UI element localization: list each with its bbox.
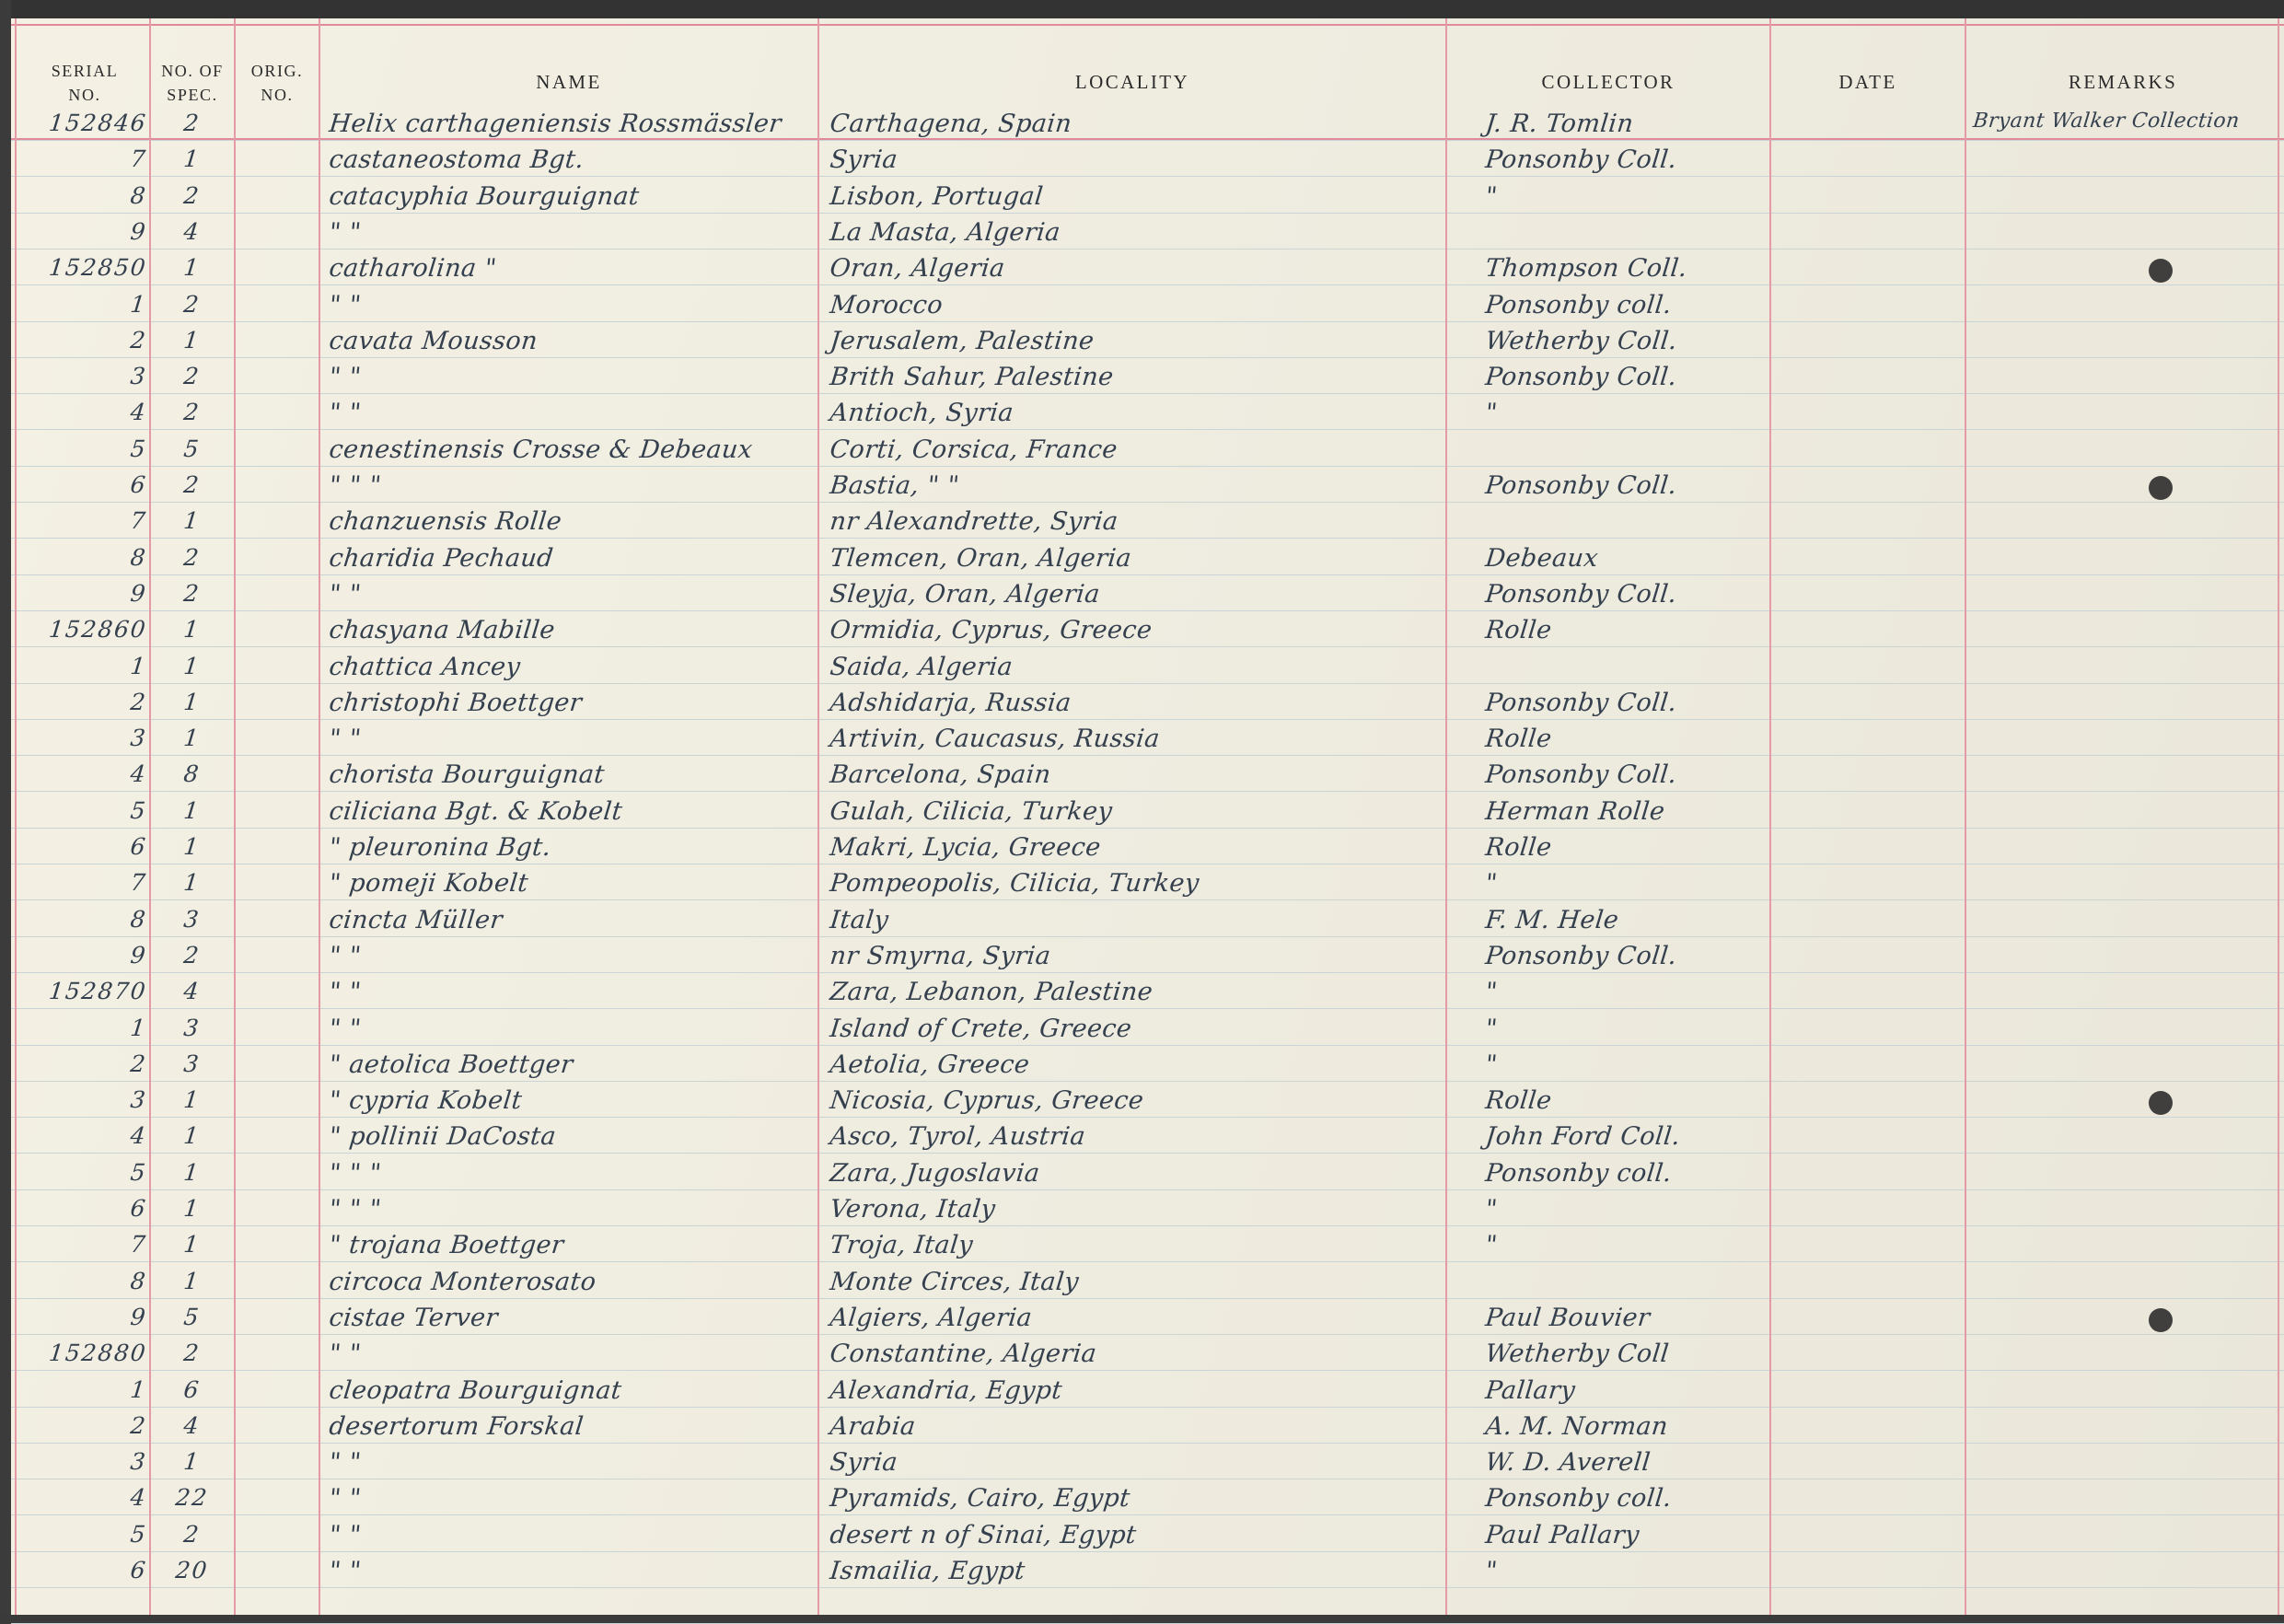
cell-serial: 6 xyxy=(129,833,149,860)
cell-serial: 9 xyxy=(129,217,149,245)
cell-spec: 1 xyxy=(182,507,202,535)
cell-name: castaneostoma Bgt. xyxy=(328,145,585,175)
cell-spec: 1 xyxy=(182,616,202,644)
cell-locality: Monte Circes, Italy xyxy=(829,1267,1081,1296)
cell-serial: 9 xyxy=(129,579,149,607)
cell-collector: Wetherby Coll xyxy=(1484,1340,1671,1369)
cell-spec: 2 xyxy=(182,471,202,498)
cell-spec: 3 xyxy=(182,1014,202,1041)
column-header-spec xyxy=(151,59,234,107)
cell-serial: 3 xyxy=(129,1086,149,1114)
rule-line xyxy=(11,140,2284,141)
column-line xyxy=(319,18,320,1615)
cell-serial: 2 xyxy=(129,1411,149,1439)
cell-serial: 3 xyxy=(129,1448,149,1476)
cell-name: " " " xyxy=(328,471,383,500)
cell-serial: 1 xyxy=(129,1014,149,1041)
column-line xyxy=(149,18,151,1615)
cell-locality: Ormidia, Cyprus, Greece xyxy=(829,616,1154,645)
cell-serial: 6 xyxy=(129,471,149,498)
remarks-dot-marker xyxy=(2149,259,2173,283)
cell-spec: 2 xyxy=(182,1340,202,1367)
ledger-table xyxy=(11,18,2284,1615)
cell-name: " " xyxy=(328,1340,363,1369)
cell-spec: 4 xyxy=(182,1411,202,1439)
cell-name: " " xyxy=(328,1520,363,1549)
cell-locality: Arabia xyxy=(829,1411,918,1441)
cell-spec: 1 xyxy=(182,833,202,860)
cell-collector: " xyxy=(1484,1050,1500,1079)
rule-line xyxy=(11,755,2284,756)
cell-name: " " xyxy=(328,1557,363,1585)
cell-name: " " xyxy=(328,1484,363,1514)
cell-locality: nr Alexandrette, Syria xyxy=(829,507,1120,537)
column-header-remarks: REMARKS xyxy=(2068,71,2178,93)
cell-serial: 8 xyxy=(129,543,149,571)
cell-spec: 1 xyxy=(182,145,202,173)
column-header-collector: COLLECTOR xyxy=(1541,71,1675,93)
cell-serial: 3 xyxy=(129,363,149,390)
column-header-orig-line1: ORIG. xyxy=(250,62,304,80)
cell-name: " " xyxy=(328,217,363,247)
cell-collector: Ponsonby Coll. xyxy=(1484,688,1678,717)
cell-spec: 8 xyxy=(182,760,202,788)
cell-spec: 4 xyxy=(182,217,202,245)
cell-locality: Tlemcen, Oran, Algeria xyxy=(829,543,1133,573)
cell-spec: 2 xyxy=(182,181,202,209)
cell-collector: Ponsonby Coll. xyxy=(1484,471,1678,500)
cell-locality: Makri, Lycia, Greece xyxy=(829,833,1103,862)
rule-line xyxy=(11,828,2284,829)
cell-collector: Rolle xyxy=(1484,1086,1554,1116)
cell-serial: 1 xyxy=(129,290,149,318)
cell-locality: Jerusalem, Palestine xyxy=(829,326,1096,355)
rule-line xyxy=(11,1298,2284,1299)
cell-name: " " " xyxy=(328,1158,383,1188)
cell-spec: 2 xyxy=(182,363,202,390)
column-header-spec-line1: NO. OF xyxy=(161,62,224,80)
cell-collector: Ponsonby Coll. xyxy=(1484,363,1678,392)
rule-line xyxy=(11,176,2284,177)
cell-locality: nr Smyrna, Syria xyxy=(829,941,1052,970)
rule-line xyxy=(11,1407,2284,1408)
cell-serial: 2 xyxy=(129,688,149,715)
cell-spec: 2 xyxy=(182,399,202,426)
column-line xyxy=(234,18,236,1615)
rule-line xyxy=(11,1117,2284,1118)
cell-locality: Algiers, Algeria xyxy=(829,1303,1034,1332)
cell-name: " " xyxy=(328,363,363,392)
rule-line xyxy=(11,683,2284,684)
cell-name: cenestinensis Crosse & Debeaux xyxy=(328,435,755,464)
cell-name: Helix carthageniensis Rossmässler xyxy=(328,110,783,138)
cell-collector: " xyxy=(1484,1014,1500,1043)
rule-line xyxy=(11,1261,2284,1262)
cell-locality: La Masta, Algeria xyxy=(829,217,1062,247)
rule-line xyxy=(11,574,2284,575)
column-header-date: DATE xyxy=(1838,71,1897,93)
cell-spec: 1 xyxy=(182,1231,202,1259)
cell-spec: 3 xyxy=(182,1050,202,1077)
cell-collector: A. M. Norman xyxy=(1484,1411,1670,1441)
rule-line xyxy=(11,1514,2284,1515)
cell-collector: Rolle xyxy=(1484,725,1554,754)
cell-locality: Asco, Tyrol, Austria xyxy=(829,1122,1087,1152)
cell-collector: W. D. Averell xyxy=(1484,1448,1652,1478)
cell-collector: Paul Bouvier xyxy=(1484,1303,1652,1332)
cell-spec: 4 xyxy=(182,978,202,1005)
cell-collector: Rolle xyxy=(1484,616,1554,645)
cell-locality: Adshidarja, Russia xyxy=(829,688,1073,717)
column-line xyxy=(15,18,17,1615)
cell-name: " " xyxy=(328,941,363,970)
remarks-dot-marker xyxy=(2149,1091,2173,1115)
column-header-serial-line2: NO. xyxy=(68,86,101,104)
rule-line xyxy=(11,502,2284,503)
rule-line xyxy=(11,899,2284,900)
rule-line xyxy=(11,1153,2284,1154)
cell-serial: 5 xyxy=(129,435,149,462)
cell-locality: Saida, Algeria xyxy=(829,652,1014,681)
column-line xyxy=(1965,18,1966,1615)
column-header-spec-line2: SPEC. xyxy=(167,86,218,104)
cell-name: " " " xyxy=(328,1195,383,1224)
cell-serial: 7 xyxy=(129,145,149,173)
cell-collector: F. M. Hele xyxy=(1484,905,1620,934)
cell-collector: " xyxy=(1484,869,1500,899)
cell-locality: Antioch, Syria xyxy=(829,399,1015,428)
cell-collector: Rolle xyxy=(1484,833,1554,862)
rule-line xyxy=(11,1551,2284,1552)
cell-locality: Verona, Italy xyxy=(829,1195,997,1224)
cell-name: catacyphia Bourguignat xyxy=(328,181,641,211)
cell-serial: 3 xyxy=(129,725,149,752)
rule-line xyxy=(11,719,2284,720)
cell-serial: 8 xyxy=(129,905,149,933)
cell-spec: 1 xyxy=(182,1267,202,1294)
cell-collector: J. R. Tomlin xyxy=(1484,110,1635,138)
cell-spec: 5 xyxy=(182,1303,202,1330)
cell-collector: " xyxy=(1484,1195,1500,1224)
cell-serial: 152860 xyxy=(47,616,149,644)
cell-serial: 4 xyxy=(129,1122,149,1150)
cell-locality: Alexandria, Egypt xyxy=(829,1375,1064,1405)
cell-locality: Pyramids, Cairo, Egypt xyxy=(829,1484,1132,1514)
cell-collector: Ponsonby coll. xyxy=(1484,1158,1674,1188)
cell-name: " aetolica Boettger xyxy=(328,1050,575,1079)
cell-name: chanzuensis Rolle xyxy=(328,507,563,537)
cell-collector: " xyxy=(1484,181,1500,211)
cell-serial: 2 xyxy=(129,1050,149,1077)
rule-line xyxy=(11,284,2284,285)
cell-name: catharolina " xyxy=(328,254,498,284)
cell-collector: Ponsonby Coll. xyxy=(1484,579,1678,609)
cell-spec: 1 xyxy=(182,796,202,824)
cell-serial: 6 xyxy=(129,1557,149,1583)
cell-name: " pollinii DaCosta xyxy=(328,1122,558,1152)
cell-locality: Pompeopolis, Cilicia, Turkey xyxy=(829,869,1201,899)
cell-name: circoca Monterosato xyxy=(328,1267,598,1296)
cell-locality: Oran, Algeria xyxy=(829,254,1007,284)
cell-serial: 7 xyxy=(129,507,149,535)
column-line xyxy=(1769,18,1771,1615)
cell-serial: 1 xyxy=(129,652,149,679)
cell-serial: 5 xyxy=(129,796,149,824)
cell-spec: 6 xyxy=(182,1375,202,1403)
cell-serial: 7 xyxy=(129,869,149,897)
cell-name: charidia Pechaud xyxy=(328,543,555,573)
cell-serial: 2 xyxy=(129,326,149,354)
cell-spec: 1 xyxy=(182,1086,202,1114)
cell-collector: Ponsonby coll. xyxy=(1484,290,1674,319)
cell-spec: 1 xyxy=(182,254,202,282)
cell-collector: Ponsonby Coll. xyxy=(1484,760,1678,790)
cell-name: cistae Terver xyxy=(328,1303,500,1332)
rule-line xyxy=(11,1443,2284,1444)
scan-edge-left xyxy=(0,0,11,1615)
cell-name: " pleuronina Bgt. xyxy=(328,833,553,862)
cell-name: " " xyxy=(328,725,363,754)
cell-collector: " xyxy=(1484,978,1500,1007)
cell-name: " " xyxy=(328,399,363,428)
cell-spec: 22 xyxy=(174,1484,210,1512)
column-line xyxy=(817,18,819,1615)
cell-locality: Carthagena, Spain xyxy=(829,110,1073,138)
cell-locality: Morocco xyxy=(829,290,945,319)
rule-line xyxy=(11,466,2284,467)
column-header-orig xyxy=(236,59,319,107)
rule-line xyxy=(11,357,2284,358)
rule-line xyxy=(11,321,2284,322)
cell-locality: Constantine, Algeria xyxy=(829,1340,1098,1369)
cell-spec: 2 xyxy=(182,941,202,969)
cell-spec: 2 xyxy=(182,579,202,607)
cell-name: chorista Bourguignat xyxy=(328,760,607,790)
cell-collector: Ponsonby Coll. xyxy=(1484,941,1678,970)
cell-locality: Artivin, Caucasus, Russia xyxy=(829,725,1162,754)
cell-name: cleopatra Bourguignat xyxy=(328,1375,623,1405)
rule-line xyxy=(11,1370,2284,1371)
cell-collector: Wetherby Coll. xyxy=(1484,326,1679,355)
cell-collector: " xyxy=(1484,399,1500,428)
rule-line xyxy=(11,646,2284,647)
cell-serial: 9 xyxy=(129,941,149,969)
cell-locality: Gulah, Cilicia, Turkey xyxy=(829,796,1114,826)
rule-line xyxy=(11,538,2284,539)
cell-serial: 4 xyxy=(129,760,149,788)
cell-name: ciliciana Bgt. & Kobelt xyxy=(328,796,624,826)
cell-name: " " xyxy=(328,1448,363,1478)
cell-remarks: Bryant Walker Collection xyxy=(1972,110,2241,133)
cell-serial: 8 xyxy=(129,181,149,209)
cell-serial: 1 xyxy=(129,1375,149,1403)
cell-collector: Paul Pallary xyxy=(1484,1520,1641,1549)
rule-line xyxy=(11,393,2284,394)
cell-spec: 2 xyxy=(182,543,202,571)
cell-locality: Nicosia, Cyprus, Greece xyxy=(829,1086,1145,1116)
rule-line xyxy=(11,972,2284,973)
cell-locality: Aetolia, Greece xyxy=(829,1050,1031,1079)
cell-spec: 1 xyxy=(182,688,202,715)
cell-spec: 1 xyxy=(182,1122,202,1150)
rule-line xyxy=(11,1334,2284,1335)
cell-serial: 4 xyxy=(129,399,149,426)
cell-name: desertorum Forskal xyxy=(328,1411,585,1441)
rule-line xyxy=(11,610,2284,611)
scan-edge-top xyxy=(0,0,2284,18)
cell-locality: Troja, Italy xyxy=(829,1231,975,1260)
cell-name: chasyana Mabille xyxy=(328,616,557,645)
cell-spec: 3 xyxy=(182,905,202,933)
column-line xyxy=(1445,18,1447,1615)
cell-collector: " xyxy=(1484,1231,1500,1260)
rule-line xyxy=(11,1008,2284,1009)
rule-line xyxy=(11,1587,2284,1588)
cell-name: chattica Ancey xyxy=(328,652,522,681)
cell-serial: 6 xyxy=(129,1195,149,1222)
cell-serial: 4 xyxy=(129,1484,149,1512)
cell-locality: Syria xyxy=(829,1448,899,1478)
cell-spec: 1 xyxy=(182,652,202,679)
cell-serial: 152880 xyxy=(47,1340,149,1367)
cell-serial: 152850 xyxy=(47,254,149,282)
cell-name: " cypria Kobelt xyxy=(328,1086,524,1116)
cell-name: christophi Boettger xyxy=(328,688,584,717)
cell-locality: Zara, Lebanon, Palestine xyxy=(829,978,1154,1007)
rule-line xyxy=(11,1189,2284,1190)
cell-serial: 7 xyxy=(129,1231,149,1259)
column-header-name: NAME xyxy=(536,71,602,93)
cell-spec: 1 xyxy=(182,1448,202,1476)
cell-serial: 152870 xyxy=(47,978,149,1005)
cell-collector: Ponsonby coll. xyxy=(1484,1484,1674,1514)
cell-spec: 1 xyxy=(182,1158,202,1186)
rule-line xyxy=(11,936,2284,937)
cell-locality: Sleyja, Oran, Algeria xyxy=(829,579,1102,609)
cell-spec: 1 xyxy=(182,326,202,354)
cell-collector: John Ford Coll. xyxy=(1484,1122,1682,1152)
cell-locality: Barcelona, Spain xyxy=(829,760,1053,790)
cell-serial: 5 xyxy=(129,1158,149,1186)
column-header-locality: LOCALITY xyxy=(1074,71,1190,93)
cell-locality: Syria xyxy=(829,145,899,175)
cell-spec: 2 xyxy=(182,110,202,136)
column-header-serial xyxy=(20,59,149,107)
cell-locality: Island of Crete, Greece xyxy=(829,1014,1133,1043)
cell-name: cavata Mousson xyxy=(328,326,539,355)
cell-spec: 5 xyxy=(182,435,202,462)
cell-collector: Pallary xyxy=(1484,1375,1577,1405)
rule-line xyxy=(11,791,2284,792)
cell-locality: Zara, Jugoslavia xyxy=(829,1158,1042,1188)
cell-serial: 9 xyxy=(129,1303,149,1330)
rule-line xyxy=(11,429,2284,430)
cell-locality: Corti, Corsica, France xyxy=(829,435,1119,464)
cell-collector: Herman Rolle xyxy=(1484,796,1667,826)
cell-name: " " xyxy=(328,1014,363,1043)
column-header-orig-line2: NO. xyxy=(261,86,294,104)
column-header-serial-line1: SERIAL xyxy=(51,62,119,80)
remarks-dot-marker xyxy=(2149,476,2173,500)
cell-locality: desert n of Sinai, Egypt xyxy=(829,1520,1138,1549)
cell-locality: Bastia, " " xyxy=(829,471,961,500)
cell-serial: 5 xyxy=(129,1520,149,1548)
rule-line xyxy=(11,1045,2284,1046)
cell-locality: Lisbon, Portugal xyxy=(829,181,1045,211)
cell-name: " " xyxy=(328,579,363,609)
cell-collector: Ponsonby Coll. xyxy=(1484,145,1678,175)
cell-locality: Italy xyxy=(829,905,890,934)
cell-serial: 152846 xyxy=(47,110,149,136)
cell-locality: Ismailia, Egypt xyxy=(829,1557,1027,1585)
cell-name: cincta Müller xyxy=(328,905,504,934)
rule-line xyxy=(11,1225,2284,1226)
cell-collector: Thompson Coll. xyxy=(1484,254,1689,284)
cell-name: " " xyxy=(328,978,363,1007)
cell-spec: 20 xyxy=(174,1557,210,1583)
remarks-dot-marker xyxy=(2149,1308,2173,1332)
cell-name: " trojana Boettger xyxy=(328,1231,565,1260)
cell-spec: 1 xyxy=(182,869,202,897)
column-line xyxy=(2278,18,2279,1615)
rule-line xyxy=(11,1081,2284,1082)
cell-collector: Debeaux xyxy=(1484,543,1600,573)
rule-line xyxy=(11,213,2284,214)
cell-collector: " xyxy=(1484,1557,1500,1585)
cell-spec: 2 xyxy=(182,1520,202,1548)
cell-locality: Brith Sahur, Palestine xyxy=(829,363,1116,392)
cell-name: " pomeji Kobelt xyxy=(328,869,530,899)
cell-spec: 1 xyxy=(182,1195,202,1222)
cell-spec: 2 xyxy=(182,290,202,318)
cell-name: " " xyxy=(328,290,363,319)
cell-serial: 8 xyxy=(129,1267,149,1294)
cell-spec: 1 xyxy=(182,725,202,752)
